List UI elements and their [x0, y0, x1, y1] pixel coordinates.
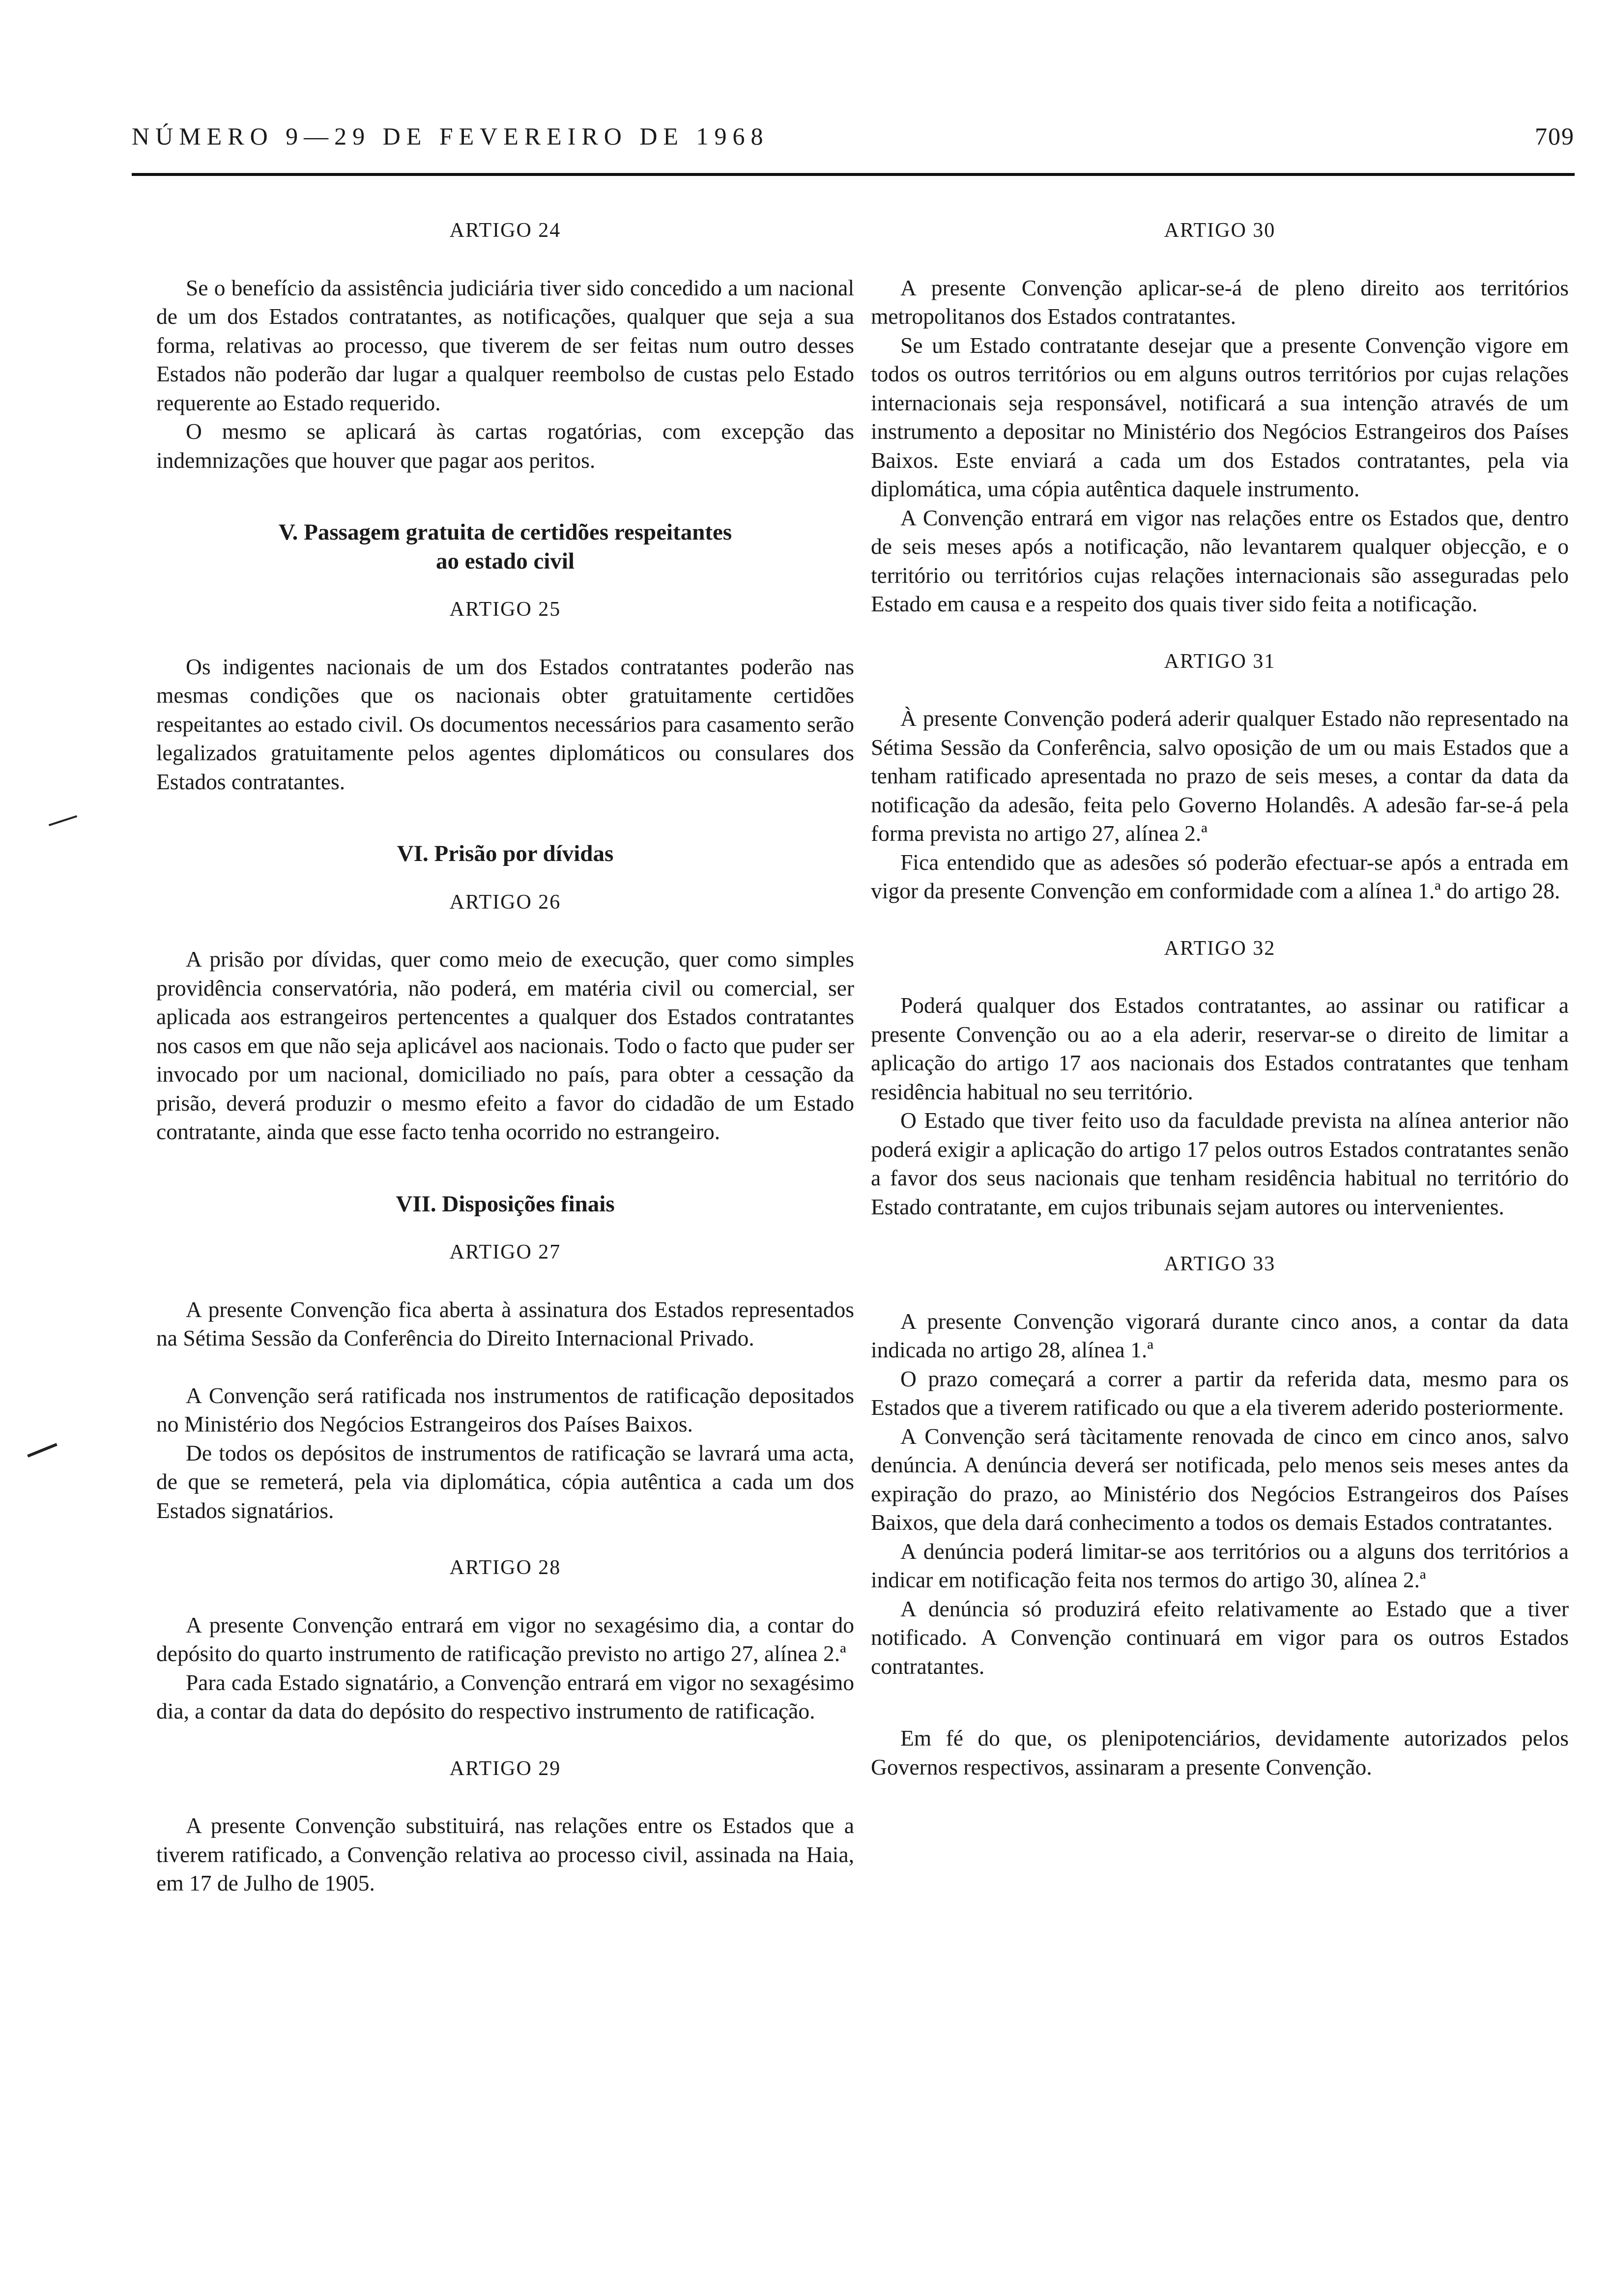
right-column [871, 216, 1569, 1781]
paragraph: A presente Convenção vigorará durante cinco anos, a contar da data indicada no artigo 28, alínea 1.ª [871, 1308, 1569, 1362]
paragraph: A presente Convenção entrará em vigor no sexagésimo dia, a contar do depósito do quarto instrumento de ratificação previsto no artigo 27, alínea 2.ª [156, 1612, 854, 1666]
paragraph: De todos os depósitos de instrumentos de ratificação se lavrará uma acta, de que se remeterá, pela via diplomática, cópia autêntica a cada um dos Estados signatários. [156, 1440, 854, 1523]
article-heading: ARTIGO 28 [449, 1556, 561, 1579]
paragraph: A prisão por dívidas, quer como meio de execução, quer como simples providência conservatória, não poderá, em matéria civil ou comercial, ser aplicada aos estrangeiros pertencentes a qualquer dos Estados contratantes nos casos em que não seja aplicável aos nacionais. Todo o facto que puder ser invocado por um nacional, domiciliado no país, para obter a cessação da prisão, deverá produzir o mesmo efeito a favor do cidadão de um Estado contratante, ainda que esse facto tenha ocorrido no estrangeiro. [156, 947, 854, 1144]
article-heading: ARTIGO 31 [1164, 650, 1276, 673]
paragraph: O prazo começará a correr a partir da referida data, mesmo para os Estados que a tiverem ratificado ou que a ela tiverem aderido posteriormente. [871, 1366, 1569, 1420]
paragraph: Fica entendido que as adesões só poderão efectuar-se após a entrada em vigor da presente Convenção em conformidade com a alínea 1.ª do artigo 28. [871, 849, 1569, 903]
paragraph: O Estado que tiver feito uso da faculdade prevista na alínea anterior não poderá exigir a aplicação do artigo 17 pelos outros Estados contratantes senão a favor dos seus nacionais que tenham residência habitual no território do Estado contratante, em cujos tribunais sejam autores ou intervenientes. [871, 1108, 1569, 1219]
article-heading: ARTIGO 25 [449, 598, 561, 621]
header-rule [132, 173, 1575, 176]
issue-line: NÚMERO 9—29 DE FEVEREIRO DE 1968 [132, 122, 769, 150]
article-heading: ARTIGO 33 [1164, 1253, 1276, 1275]
paragraph: Se o benefício da assistência judiciária tiver sido concedido a um nacional de um dos Estados contratantes, as notificações, qualquer que seja a sua forma, relativas ao processo, que tiverem de ser feitas num outro desses Estados não poderão dar lugar a qualquer reembolso de custas pelo Estado requerente ao Estado requerido. [156, 275, 854, 415]
page-number: 709 [1535, 122, 1575, 150]
article-heading: ARTIGO 27 [449, 1241, 561, 1263]
scan-mark [49, 815, 77, 826]
section-heading: V. Passagem gratuita de certidões respeitantes [278, 519, 732, 545]
paragraph: Poderá qualquer dos Estados contratantes, ao assinar ou ratificar a presente Convenção ou ao a ela aderir, reservar-se o direito de limitar a aplicação do artigo 17 aos nacionais dos Estados contratantes que tenham residência habitual no seu território. [871, 993, 1569, 1104]
paragraph: O mesmo se aplicará às cartas rogatórias, com excepção das indemnizações que houver que pagar aos peritos. [156, 419, 854, 473]
closing-paragraph: Em fé do que, os plenipotenciários, devidamente autorizados pelos Governos respectivos, assinaram a presente Convenção. [871, 1725, 1569, 1779]
paragraph: Os indigentes nacionais de um dos Estados contratantes poderão nas mesmas condições que os nacionais obter gratuitamente certidões respeitantes ao estado civil. Os documentos necessários para casamento serão legalizados gratuitamente pelos agentes diplomáticos ou consulares dos Estados contratantes. [156, 654, 854, 794]
article-heading: ARTIGO 30 [1164, 219, 1276, 242]
article-heading: ARTIGO 26 [449, 890, 561, 914]
paragraph: A presente Convenção aplicar-se-á de pleno direito aos territórios metropolitanos dos Estados contratantes. [871, 275, 1569, 329]
scan-mark [27, 1443, 58, 1458]
article-heading: ARTIGO 24 [449, 219, 561, 242]
paragraph: Se um Estado contratante desejar que a presente Convenção vigore em todos os outros territórios ou em alguns outros territórios por cujas relações internacionais seja responsável, notificará a sua intenção através de um instrumento a depositar no Ministério dos Negócios Estrangeiros dos Países Baixos. Este enviará a cada um dos Estados contratantes, pela via diplomática, uma cópia autêntica daquele instrumento. [871, 332, 1569, 501]
paragraph: A denúncia só produzirá efeito relativamente ao Estado que a tiver notificado. A Convenção continuará em vigor para os outros Estados contratantes. [871, 1596, 1569, 1679]
section-heading: ao estado civil [436, 548, 575, 574]
paragraph: A Convenção será tàcitamente renovada de cinco em cinco anos, salvo denúncia. A denúncia deverá ser notificada, pelo menos seis meses antes da expiração do prazo, ao Ministério dos Negócios Estrangeiros dos Países Baixos, que dela dará conhecimento a todos os demais Estados contratantes. [871, 1423, 1569, 1535]
page-header [132, 122, 1575, 156]
paragraph: A denúncia poderá limitar-se aos territórios ou a alguns dos territórios a indicar em notificação feita nos termos do artigo 30, alínea 2.ª [871, 1538, 1569, 1592]
article-heading: ARTIGO 29 [449, 1757, 561, 1780]
paragraph: À presente Convenção poderá aderir qualquer Estado não representado na Sétima Sessão da Conferência, salvo oposição de um ou mais Estados que a tenham ratificado apresentada no prazo de seis meses, a contar da data da notificação da adesão, feita pelo Governo Holandês. A adesão far-se-á pela forma prevista no artigo 27, alínea 2.ª [871, 706, 1569, 846]
paragraph: A presente Convenção fica aberta à assinatura dos Estados representados na Sétima Sessão da Conferência do Direito Internacional Privado. [156, 1296, 854, 1350]
article-heading: ARTIGO 32 [1164, 937, 1276, 960]
left-column [156, 216, 854, 1898]
section-heading: VII. Disposições finais [396, 1191, 615, 1217]
section-heading: VI. Prisão por dívidas [397, 841, 614, 866]
paragraph: A Convenção será ratificada nos instrumentos de ratificação depositados no Ministério dos Negócios Estrangeiros dos Países Baixos. [156, 1382, 854, 1436]
paragraph: Para cada Estado signatário, a Convenção entrará em vigor no sexagésimo dia, a contar da data do depósito do respectivo instrumento de ratificação. [156, 1669, 854, 1723]
paragraph: A presente Convenção substituirá, nas relações entre os Estados que a tiverem ratificado, a Convenção relativa ao processo civil, assinada na Haia, em 17 de Julho de 1905. [156, 1813, 854, 1895]
paragraph: A Convenção entrará em vigor nas relações entre os Estados que, dentro de seis meses após a notificação, não levantarem qualquer objecção, e o território ou territórios cujas relações internacionais são asseguradas pelo Estado em causa e a respeito dos quais tiver sido feita a notificação. [871, 505, 1569, 616]
